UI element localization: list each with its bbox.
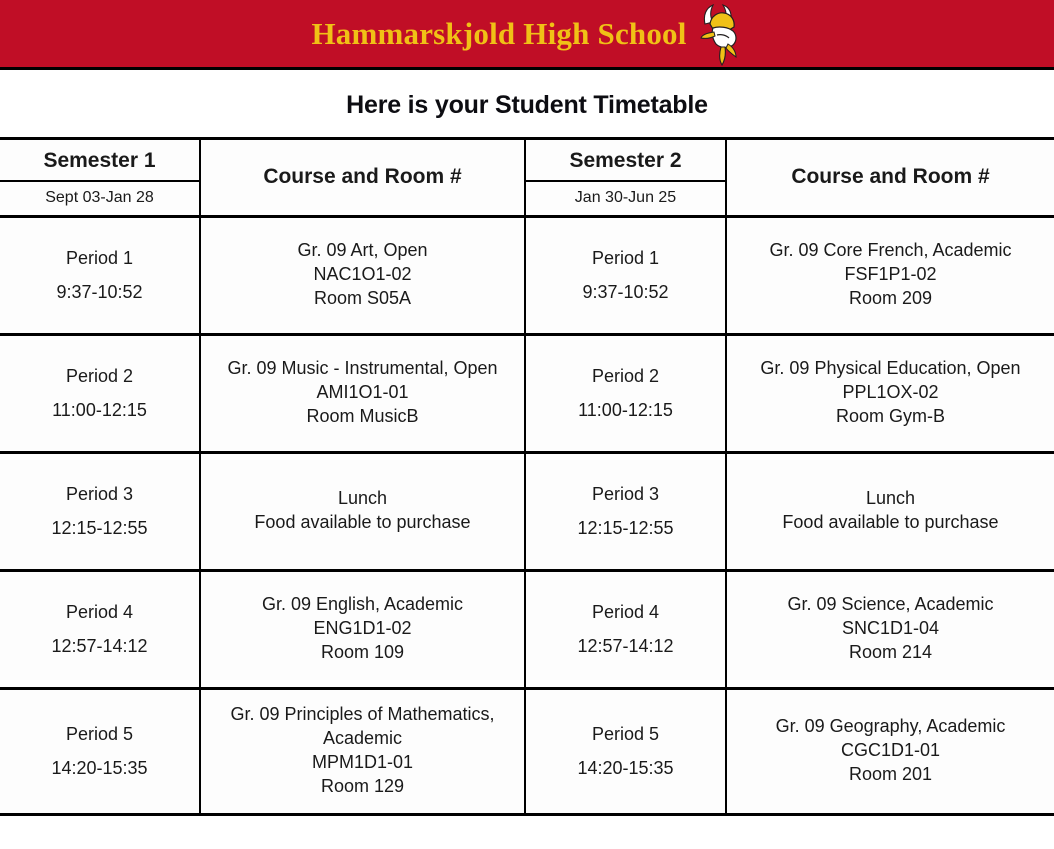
semester2-period-cell-name: Period 5 — [591, 724, 660, 744]
semester1-course-cell-room: Room MusicB — [306, 406, 419, 427]
semester2-header-cell — [525, 139, 726, 217]
course-room-header-2: Course and Room # — [726, 139, 1054, 217]
semester2-period-cell-time: 14:20-15:35 — [577, 758, 674, 779]
school-banner-inner — [311, 4, 750, 64]
viking-mascot-icon — [697, 4, 751, 66]
semester1-course-cell-room: Room 109 — [320, 642, 405, 663]
semester2-period-cell — [525, 688, 726, 814]
table-row — [0, 688, 1054, 814]
semester1-course-cell-title: Gr. 09 Art, Open — [297, 240, 428, 261]
semester2-period-cell-name: Period 2 — [591, 366, 660, 386]
semester1-period-cell-time: 11:00-12:15 — [52, 400, 147, 421]
semester2-period-cell-time: 12:15-12:55 — [577, 518, 674, 539]
semester1-course-cell-room: Room 129 — [320, 776, 405, 797]
semester2-course-cell — [726, 688, 1054, 814]
semester1-dates: Sept 03-Jan 28 — [45, 189, 154, 207]
semester1-course-cell-code: Food available to purchase — [254, 512, 471, 533]
semester1-course-cell — [200, 334, 525, 452]
semester1-title: Semester 1 — [0, 140, 199, 182]
semester1-course-cell-code: MPM1D1-01 — [311, 752, 414, 773]
semester2-period-cell-time: 12:57-14:12 — [577, 636, 674, 657]
semester1-period-cell-name: Period 1 — [65, 248, 134, 268]
table-header-row — [0, 139, 1054, 217]
semester1-period-cell-name: Period 3 — [65, 484, 134, 504]
semester2-period-cell — [525, 452, 726, 570]
semester1-course-cell-title: Gr. 09 Music - Instrumental, Open — [227, 358, 498, 379]
semester2-course-cell — [726, 216, 1054, 334]
semester2-course-cell-code: PPL1OX-02 — [842, 382, 939, 403]
semester2-course-cell-code: CGC1D1-01 — [840, 740, 941, 761]
table-row — [0, 216, 1054, 334]
school-banner — [0, 0, 1054, 70]
semester1-course-cell-room: Room S05A — [313, 288, 412, 309]
semester1-course-cell-code: NAC1O1-02 — [313, 264, 412, 285]
semester2-period-cell-name: Period 3 — [591, 484, 660, 504]
semester2-course-cell-room: Room Gym-B — [835, 406, 945, 427]
semester2-course-cell-title: Gr. 09 Core French, Academic — [769, 240, 1012, 261]
semester1-period-cell-time: 12:57-14:12 — [51, 636, 148, 657]
semester1-course-cell-title: Lunch — [337, 488, 388, 509]
semester2-course-cell-room: Room 209 — [848, 288, 933, 309]
semester2-period-cell-time: 11:00-12:15 — [578, 400, 673, 421]
semester1-period-cell-name: Period 4 — [65, 602, 134, 622]
semester2-course-cell-title: Gr. 09 Physical Education, Open — [760, 358, 1021, 379]
semester1-course-cell — [200, 570, 525, 688]
semester1-period-cell-name: Period 5 — [65, 724, 134, 744]
school-name: Hammarskjold High School — [311, 16, 687, 51]
semester2-course-cell-code: Food available to purchase — [782, 512, 999, 533]
semester1-period-cell — [0, 334, 200, 452]
semester1-course-cell-code: ENG1D1-02 — [313, 618, 412, 639]
semester1-course-cell — [200, 688, 525, 814]
course-room-header-1: Course and Room # — [200, 139, 525, 217]
semester2-course-cell-code: SNC1D1-04 — [841, 618, 940, 639]
semester2-period-cell — [525, 334, 726, 452]
student-timetable — [0, 137, 1054, 816]
semester1-course-cell — [200, 452, 525, 570]
semester1-header-cell — [0, 139, 200, 217]
semester1-period-cell-name: Period 2 — [65, 366, 134, 386]
semester2-period-cell-name: Period 1 — [591, 248, 660, 268]
semester2-course-cell-code: FSF1P1-02 — [844, 264, 937, 285]
semester2-period-cell — [525, 570, 726, 688]
timetable-body — [0, 216, 1054, 814]
semester1-course-cell-title: Gr. 09 Principles of Mathematics, Academic — [230, 704, 495, 749]
page-title: Here is your Student Timetable — [346, 91, 708, 119]
table-row — [0, 452, 1054, 570]
semester1-period-cell — [0, 688, 200, 814]
semester1-period-cell — [0, 570, 200, 688]
semester2-course-cell-room: Room 214 — [848, 642, 933, 663]
semester2-course-cell — [726, 334, 1054, 452]
semester1-period-cell-time: 14:20-15:35 — [51, 758, 148, 779]
semester2-title: Semester 2 — [526, 140, 725, 182]
semester1-course-cell-code: AMI1O1-01 — [316, 382, 409, 403]
semester1-period-cell — [0, 216, 200, 334]
semester2-dates: Jan 30-Jun 25 — [574, 189, 677, 207]
semester2-period-cell — [525, 216, 726, 334]
table-row — [0, 570, 1054, 688]
semester2-course-cell-room: Room 201 — [848, 764, 933, 785]
semester2-period-cell-name: Period 4 — [591, 602, 660, 622]
semester1-period-cell — [0, 452, 200, 570]
semester2-course-cell — [726, 452, 1054, 570]
semester2-course-cell — [726, 570, 1054, 688]
semester2-course-cell-title: Lunch — [865, 488, 916, 509]
semester1-period-cell-time: 12:15-12:55 — [51, 518, 148, 539]
semester2-course-cell-title: Gr. 09 Science, Academic — [787, 594, 994, 615]
semester1-period-cell-time: 9:37-10:52 — [56, 282, 143, 303]
semester1-course-cell — [200, 216, 525, 334]
semester2-period-cell-time: 9:37-10:52 — [582, 282, 669, 303]
semester1-course-cell-title: Gr. 09 English, Academic — [261, 594, 464, 615]
table-row — [0, 334, 1054, 452]
semester2-course-cell-title: Gr. 09 Geography, Academic — [775, 716, 1006, 737]
